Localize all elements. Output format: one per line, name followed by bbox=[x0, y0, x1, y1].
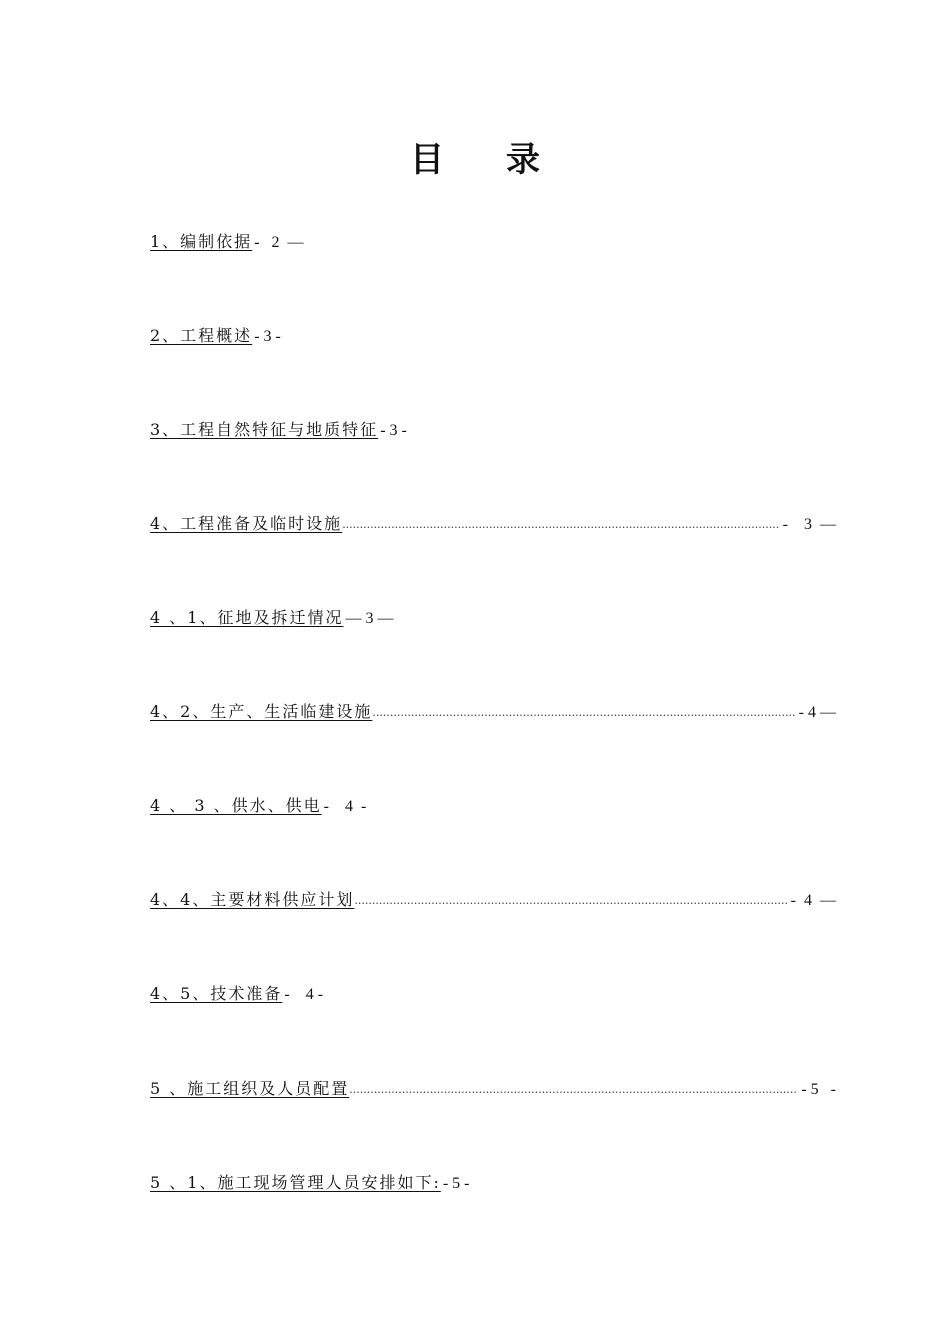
toc-entry-page: — 3 — bbox=[345, 610, 394, 627]
toc-entry-page: - 4 — bbox=[790, 892, 836, 909]
toc-entry-page: - 3 - bbox=[254, 328, 281, 345]
title-char-1: 目 bbox=[410, 140, 444, 180]
toc-entry-page: - 5 - bbox=[442, 1175, 470, 1192]
toc-entry-page: - 5 - bbox=[801, 1081, 836, 1098]
toc-entry-4-3[interactable] bbox=[150, 792, 366, 816]
toc-entry-label[interactable]: 4 、 3 、供水、供电 bbox=[150, 796, 322, 815]
toc-entry-label[interactable]: 5 、1、施工现场管理人员安排如下: bbox=[150, 1173, 441, 1192]
toc-entry-label[interactable]: 5 、施工组织及人员配置 bbox=[150, 1079, 350, 1098]
toc-entry-5-1[interactable] bbox=[150, 1169, 470, 1193]
toc-dot-leader bbox=[349, 1083, 797, 1096]
toc-entry-label[interactable]: 4、4、主要材料供应计划 bbox=[150, 890, 355, 909]
toc-entry-label[interactable]: 4、5、技术准备 bbox=[150, 984, 283, 1003]
toc-entry-page: - 3 — bbox=[782, 516, 836, 533]
toc-entry-label[interactable]: 3、工程自然特征与地质特征 bbox=[150, 420, 379, 439]
toc-dot-leader bbox=[354, 894, 786, 907]
toc-entry-4-2[interactable] bbox=[150, 698, 836, 722]
toc-entry-page: - 4 - bbox=[323, 798, 367, 815]
page-title bbox=[0, 132, 950, 181]
toc-entry-label[interactable]: 4 、1、征地及拆迁情况 bbox=[150, 608, 344, 627]
toc-entry-4[interactable] bbox=[150, 510, 836, 534]
toc-entry-label[interactable]: 4、2、生产、生活临建设施 bbox=[150, 702, 373, 721]
toc-entry-2[interactable] bbox=[150, 322, 281, 346]
toc-entry-page: - 4 — bbox=[798, 704, 836, 721]
toc-entry-4-5[interactable] bbox=[150, 980, 323, 1004]
toc-dot-leader bbox=[372, 706, 794, 719]
toc-entry-4-1[interactable] bbox=[150, 604, 393, 628]
toc-entry-page: - 4 - bbox=[284, 986, 324, 1003]
toc-entry-page: - 2 — bbox=[254, 234, 304, 251]
toc-entry-label[interactable]: 4、工程准备及临时设施 bbox=[150, 514, 343, 533]
toc-dot-leader bbox=[342, 518, 778, 531]
toc-entry-5[interactable] bbox=[150, 1075, 836, 1099]
toc-entry-1[interactable] bbox=[150, 228, 304, 252]
toc-entry-3[interactable] bbox=[150, 416, 407, 440]
title-char-2: 录 bbox=[506, 140, 540, 180]
toc-entry-4-4[interactable] bbox=[150, 886, 836, 910]
toc-entry-label[interactable]: 1、编制依据 bbox=[150, 232, 253, 251]
toc-entry-page: - 3 - bbox=[380, 422, 407, 439]
toc-entry-label[interactable]: 2、工程概述 bbox=[150, 326, 253, 345]
